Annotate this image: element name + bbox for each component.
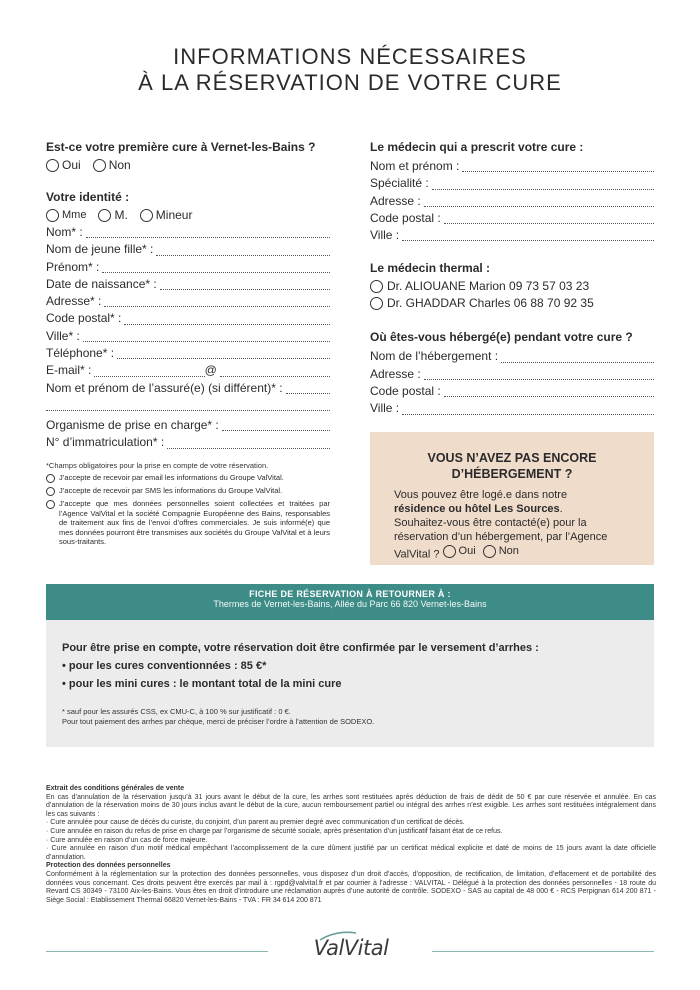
required-note: *Champs obligatoires pour la prise en compte de votre réservation. (46, 460, 269, 470)
radio-circle-icon[interactable] (93, 159, 106, 172)
fill-line[interactable] (444, 396, 654, 397)
radio-circle-icon[interactable] (46, 209, 59, 222)
terms-heading: Extrait des conditions générales de vente (46, 785, 185, 792)
fill-line[interactable] (160, 289, 330, 290)
field-organisme[interactable]: Organisme de prise en charge* : (46, 417, 330, 434)
first-cure-yes[interactable]: Oui (46, 158, 81, 172)
radio-circle-icon[interactable] (46, 500, 55, 509)
fill-line[interactable] (104, 306, 330, 307)
field-email[interactable]: E-mail* : @ (46, 362, 330, 379)
prescriber-code-postal[interactable]: Code postal : (370, 210, 654, 227)
deposit-note-1: * sauf pour les assurés CSS, ex CMU-C, à 100 % sur justificatif : 0 €. (62, 707, 291, 716)
terms-bullet-2: · Cure annulée en raison du refus de prise en charge par l’organisme de sécurité sociale, après présentation d’un justificatif faisant état de ce refus. (46, 827, 503, 835)
field-nom[interactable]: Nom* : (46, 224, 330, 241)
thermal-doctor-1[interactable]: Dr. ALIOUANE Marion 09 73 57 03 23 (370, 279, 654, 293)
identity-question: Votre identité : (46, 190, 130, 204)
lodging-promo-box (370, 432, 654, 565)
fill-line[interactable] (462, 171, 654, 172)
terms-section (46, 785, 656, 905)
privacy-heading: Protection des données personnelles (46, 862, 171, 870)
field-ville[interactable]: Ville* : (46, 328, 330, 345)
fill-line[interactable] (444, 223, 654, 224)
consent-sms[interactable]: J’accepte de recevoir par SMS les informations du Groupe ValVital. (46, 486, 330, 496)
privacy-paragraph: Conformément à la réglementation sur la protection des données personnelles, vous disposez d’un droit d’accès, d’opposition, de rectification, de limitation, d’effacement et de portabilité des données vous concernant. Ces droits peuvent être exercés par mail à : rgpd@valvital.fr et par courrier à l’adresse : VALVITAL - Délégué à la protection des données personnelles - 18 route du Revard CS 30349 - 73100 Aix-les-Bains. Vous êtes en droit d’introduire une réclamation auprès d’une autorité de contrôle. SODEXO - SAS au capital de 48 000 € - RCS Perpignan 614 200 871 - Siège Social : Etablissement Thermal 66820 Vernet-les-Bains - TVA : FR 34 614 200 871 (46, 870, 656, 904)
title-mme[interactable]: Mme (46, 209, 86, 222)
identity-options (46, 208, 330, 222)
field-adresse[interactable]: Adresse* : (46, 293, 330, 310)
prescriber-specialite[interactable]: Spécialité : (370, 175, 654, 192)
lodging-nom[interactable]: Nom de l’hébergement : (370, 348, 654, 365)
return-address: Thermes de Vernet-les-Bains, Allée du Parc 66 820 Vernet-les-Bains (213, 599, 487, 609)
field-telephone[interactable]: Téléphone* : (46, 345, 330, 362)
lodging-adresse[interactable]: Adresse : (370, 366, 654, 383)
fill-line[interactable] (501, 362, 654, 363)
field-date-naissance[interactable]: Date de naissance* : (46, 276, 330, 293)
fill-line[interactable] (156, 255, 330, 256)
fill-line[interactable] (402, 414, 654, 415)
terms-bullet-1: · Cure annulée pour cause de décès du curiste, du conjoint, d’un parent au premier degré avec communication d’un certificat de décès. (46, 819, 465, 827)
prescriber-adresse[interactable]: Adresse : (370, 193, 654, 210)
deposit-box (46, 620, 654, 747)
terms-bullet-3: · Cure annulée en raison d’un cas de force majeure. (46, 836, 208, 844)
fill-line[interactable] (222, 430, 330, 431)
lodging-code-postal[interactable]: Code postal : (370, 383, 654, 400)
fill-line[interactable] (124, 324, 330, 325)
fill-line[interactable] (424, 379, 654, 380)
radio-circle-icon[interactable] (370, 280, 383, 293)
footer-line-right (432, 951, 654, 952)
radio-circle-icon[interactable] (443, 545, 456, 558)
fill-line[interactable] (83, 341, 330, 342)
first-cure-options (46, 158, 330, 172)
deposit-line-1: Pour être prise en compte, votre réservation doit être confirmée par le versement d’arrhes : (62, 642, 539, 654)
terms-bullet-4: · Cure annulée en raison d’un motif médical empêchant l’accomplissement de la cure dûment justifié par un certificat médical explicite et daté de moins de 15 jours avant la date officielle d’annulation. (46, 845, 656, 861)
lodging-question: Où êtes-vous hébergé(e) pendant votre cure ? (370, 330, 633, 345)
title-line-2: À LA RÉSERVATION DE VOTRE CURE (138, 70, 562, 95)
return-title: FICHE DE RÉSERVATION À RETOURNER À : (249, 589, 451, 599)
field-assure-continued[interactable] (46, 397, 330, 414)
prescriber-nom[interactable]: Nom et prénom : (370, 158, 654, 175)
valvital-logo: ValVital (313, 936, 389, 960)
lodging-ville[interactable]: Ville : (370, 400, 654, 417)
field-immatriculation[interactable]: N° d’immatriculation* : (46, 434, 330, 451)
radio-circle-icon[interactable] (98, 209, 111, 222)
thermal-doctor-2[interactable]: Dr. GHADDAR Charles 06 88 70 92 35 (370, 296, 654, 310)
fill-line[interactable] (402, 240, 654, 241)
radio-circle-icon[interactable] (370, 297, 383, 310)
email-at-sign: @ (204, 363, 217, 378)
consent-email[interactable]: J’accepte de recevoir par email les informations du Groupe ValVital. (46, 473, 330, 483)
fill-line[interactable] (432, 189, 654, 190)
fill-line[interactable] (102, 272, 330, 273)
promo-no[interactable]: Non (483, 544, 519, 558)
field-code-postal[interactable]: Code postal* : (46, 310, 330, 327)
fill-line[interactable] (220, 376, 330, 377)
fill-line[interactable] (94, 376, 204, 377)
radio-circle-icon[interactable] (140, 209, 153, 222)
page-title (0, 44, 700, 96)
prescriber-question: Le médecin qui a prescrit votre cure : (370, 140, 584, 154)
promo-yes[interactable]: Oui (443, 544, 476, 558)
fill-line[interactable] (286, 393, 330, 394)
footer-line-left (46, 951, 268, 952)
title-m[interactable]: M. (98, 208, 127, 222)
radio-circle-icon[interactable] (46, 474, 55, 483)
consent-data[interactable]: J’accepte que mes données personnelles soient collectées et traitées par l’Agence ValVital et la société Compagnie Européenne des Bains, responsables de traitement aux fins de l’envoi d’offres commerciales. Je suis informé(e) que mes données pourront être transmises aux sociétés du Groupe ValVital et à leurs sous-traitants. (46, 499, 330, 547)
right-column (370, 140, 654, 418)
left-column (46, 140, 330, 547)
fill-line[interactable] (46, 410, 330, 411)
fill-line[interactable] (167, 448, 330, 449)
field-nom-jeune-fille[interactable]: Nom de jeune fille* : (46, 241, 330, 258)
field-prenom[interactable]: Prénom* : (46, 259, 330, 276)
title-line-1: INFORMATIONS NÉCESSAIRES (173, 44, 527, 69)
first-cure-question: Est-ce votre première cure à Vernet-les-Bains ? (46, 140, 316, 154)
deposit-line-3: • pour les mini cures : le montant total de la mini cure (62, 678, 342, 690)
title-mineur[interactable]: Mineur (140, 208, 193, 222)
terms-paragraph: En cas d’annulation de la réservation jusqu’à 31 jours avant le début de la cure, les arrhes sont restituées après déduction de frais de dédit de 50 € par cure réservée et annulée. En cas d’annulation de la réservation moins de 30 jours inclus avant le début de la cure, aucun remboursement partiel ou intégral des arrhes n’est exigible. Les arrhes sont restituées intégralement dans les cas suivants : (46, 793, 656, 818)
first-cure-no[interactable]: Non (93, 158, 131, 172)
radio-circle-icon[interactable] (483, 545, 496, 558)
fill-line[interactable] (117, 358, 330, 359)
radio-circle-icon[interactable] (46, 159, 59, 172)
deposit-note-2: Pour tout paiement des arrhes par chèque, merci de préciser l’ordre à l’attention de SODEXO. (62, 717, 375, 726)
fill-line[interactable] (86, 237, 330, 238)
deposit-line-2: • pour les cures conventionnées : 85 €* (62, 660, 267, 672)
thermal-question: Le médecin thermal : (370, 261, 491, 276)
promo-text-2: Souhaitez-vous être contacté(e) pour la réservation d’un hébergement, par l’Agence ValVital ? Oui Non (394, 517, 608, 561)
radio-circle-icon[interactable] (46, 487, 55, 496)
prescriber-ville[interactable]: Ville : (370, 227, 654, 244)
promo-text-1: Vous pouvez être logé.e dans notre résidence ou hôtel Les Sources. (394, 489, 568, 515)
field-assure[interactable]: Nom et prénom de l’assuré(e) (si différent)* : (46, 380, 330, 397)
fill-line[interactable] (424, 206, 654, 207)
return-address-band (46, 584, 654, 620)
promo-title: VOUS N’AVEZ PAS ENCORE D’HÉBERGEMENT ? (427, 451, 597, 481)
